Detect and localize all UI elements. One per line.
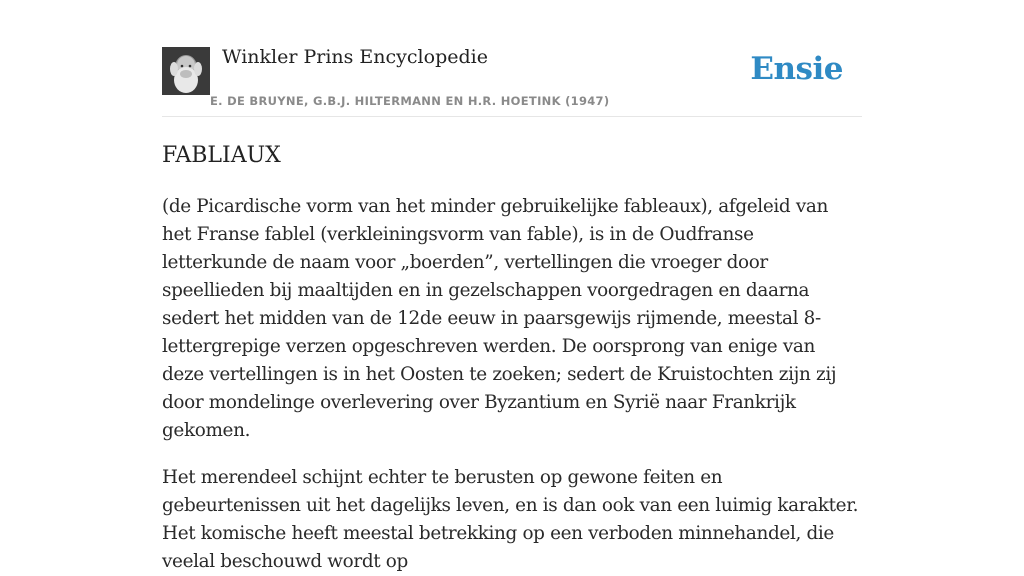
page: [162, 0, 862, 572]
site-title[interactable]: Winkler Prins Encyclopedie: [222, 46, 488, 68]
author-avatar[interactable]: [162, 47, 210, 95]
article-body: [162, 193, 862, 576]
authors-line: E. DE BRUYNE, G.B.J. HILTERMANN EN H.R. HOETINK (1947): [210, 94, 610, 108]
article-paragraph: Het merendeel schijnt echter te berusten op gewone feiten en gebeurtenissen uit het dagelijks leven, en is dan ook van een luimig karakter. Het komische heeft meestal betrekking op een verboden minnehandel, die veelal beschouwd wordt op: [162, 467, 859, 572]
brand-logo[interactable]: Ensie: [750, 51, 843, 87]
article-title: FABLIAUX: [162, 143, 281, 168]
site-header: [162, 0, 862, 117]
bearded-man-portrait-icon: [162, 47, 210, 95]
article-paragraph: (de Picardische vorm van het minder gebruikelijke fableaux), afgeleid van het Franse fablel (verkleiningsvorm van fable), is in de Oudfranse letterkunde de naam voor „boerden”, vertellingen die vroeger door speellieden bij maaltijden en in gezelschappen voorgedragen en daarna sedert het midden van de 12de eeuw in paarsgewijs rijmende, meestal 8-lettergrepige verzen opgeschreven werden. De oorsprong van enige van deze vertellingen is in het Oosten te zoeken; sedert de Kruistochten zijn zij door mondelinge overlevering over Byzantium en Syrië naar Frankrijk gekomen.: [162, 196, 837, 441]
